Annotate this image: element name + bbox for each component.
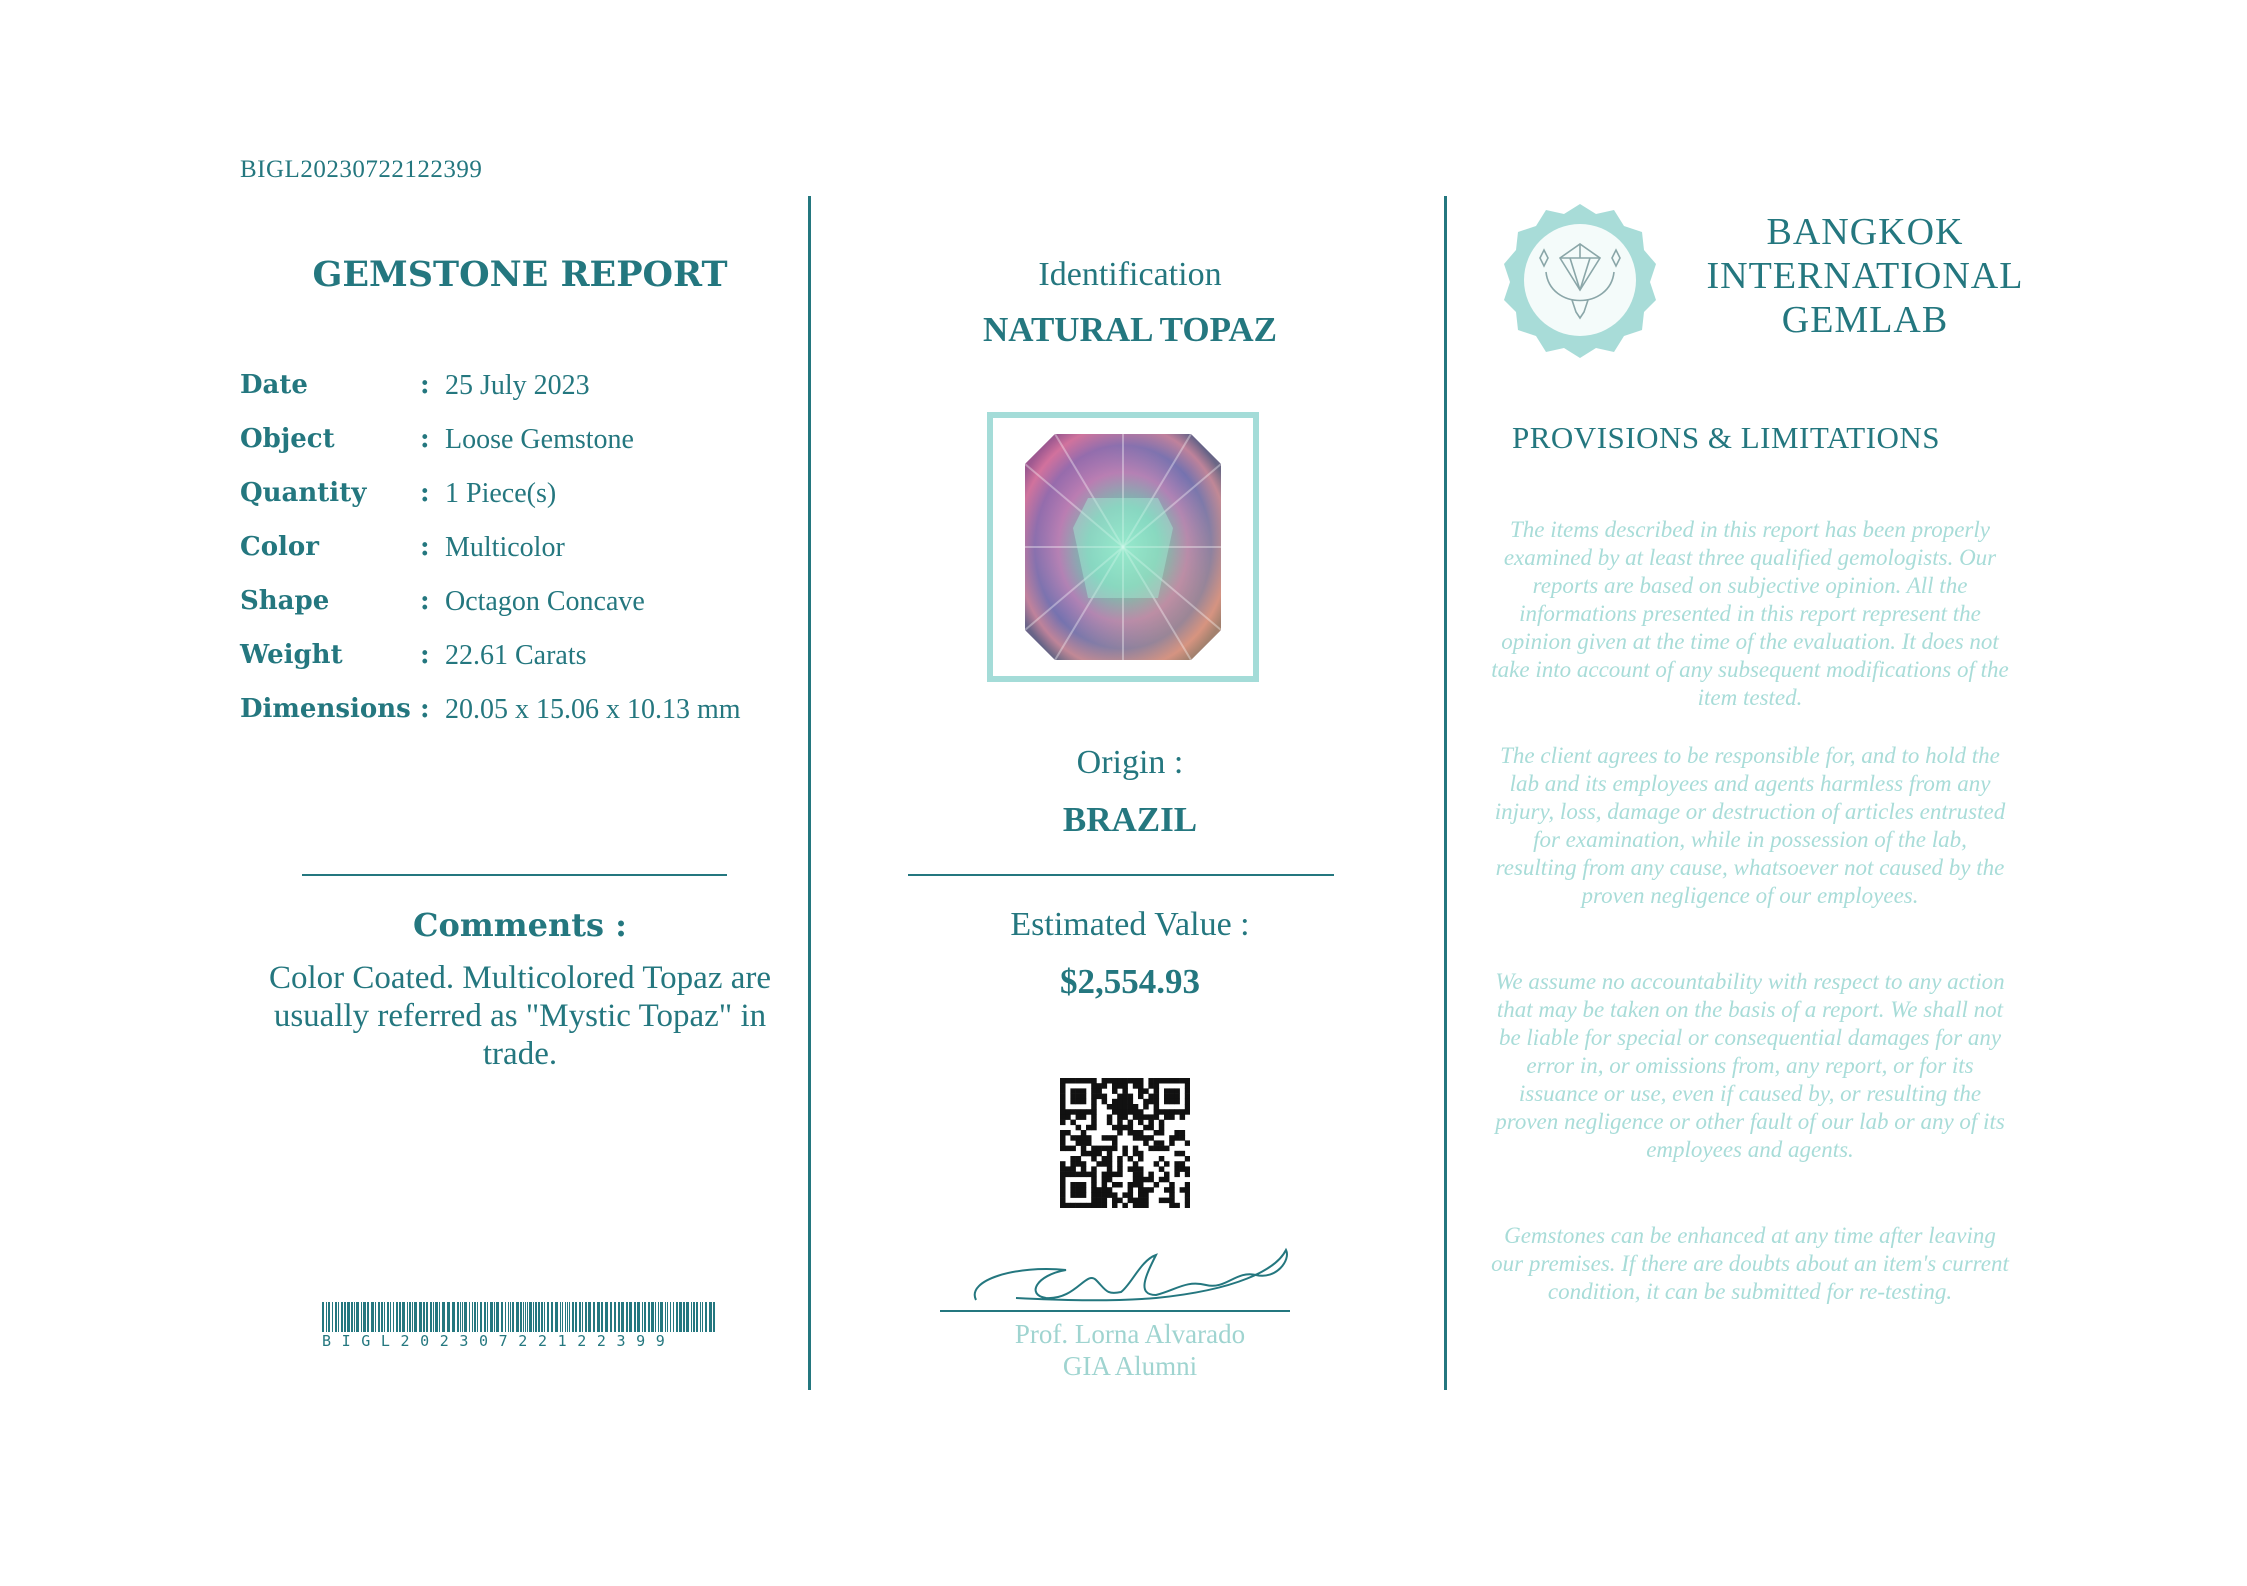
barcode-bar [621, 1302, 624, 1332]
barcode-bar [447, 1302, 450, 1332]
barcode-bar [683, 1302, 685, 1332]
detail-separator: : [420, 424, 430, 454]
divider-left [808, 196, 811, 1390]
identification-value: NATURAL TOPAZ [983, 310, 1277, 349]
barcode-bar [516, 1302, 519, 1332]
barcode-bar [610, 1302, 612, 1332]
provisions-paragraph: The client agrees to be responsible for, and to hold the lab and its employees and agents harmless from any injury, loss, damage or destruction of articles entrusted for examination, while in possession of the lab, resulting from any cause, whatsoever not caused by the proven negligence of our employees. [1494, 743, 2006, 908]
barcode-bar [605, 1302, 608, 1332]
barcode-bar [582, 1302, 583, 1332]
barcode-bar [469, 1302, 470, 1332]
barcode-bar [679, 1302, 682, 1332]
identification-label: Identification [1038, 256, 1222, 293]
barcode-bar [384, 1302, 385, 1332]
barcode-bar [648, 1302, 650, 1332]
detail-value: 25 July 2023 [445, 370, 590, 401]
signer-credential: GIA Alumni [1062, 1351, 1198, 1381]
provisions-title: PROVISIONS & LIMITATIONS [1512, 420, 1941, 455]
barcode-bar [390, 1302, 391, 1332]
detail-value: 22.61 Carats [445, 640, 587, 671]
barcode-bar [452, 1302, 455, 1332]
barcode-bar [335, 1302, 337, 1332]
barcode-bar [423, 1302, 425, 1332]
barcode-bar [686, 1302, 689, 1332]
barcode-bar [378, 1302, 380, 1332]
barcode-bar [414, 1302, 417, 1332]
comments-divider [302, 874, 727, 876]
barcode-bar [387, 1302, 389, 1332]
barcode-text: BIGL20230722122399 [322, 1332, 676, 1350]
detail-label: Dimensions [240, 694, 411, 724]
barcode-bar [544, 1302, 545, 1332]
barcode-bar [709, 1302, 712, 1332]
gemstone-photo-frame [987, 412, 1259, 682]
barcode-bar [487, 1302, 488, 1332]
barcode-bar [407, 1302, 408, 1332]
barcode-bar [520, 1302, 522, 1332]
barcode-bar [634, 1302, 636, 1332]
estimated-value-label: Estimated Value : [1010, 906, 1250, 943]
barcode-bar [555, 1302, 558, 1332]
barcode-bar [665, 1302, 666, 1332]
detail-row-weight [240, 640, 800, 680]
barcode-bar [322, 1302, 324, 1332]
detail-label: Shape [240, 586, 330, 616]
signature-line [940, 1310, 1290, 1312]
barcode-bar [480, 1302, 482, 1332]
barcode-bar [562, 1302, 563, 1332]
barcode-bar [693, 1302, 695, 1332]
detail-label: Object [240, 424, 335, 454]
detail-label: Quantity [240, 478, 367, 508]
report-title: GEMSTONE REPORT [312, 254, 728, 295]
barcode-bar [691, 1302, 692, 1332]
barcode-bar [419, 1302, 422, 1332]
detail-separator: : [420, 586, 430, 616]
barcode-bar [430, 1302, 432, 1332]
barcode-bar [375, 1302, 376, 1332]
barcode-bar [472, 1302, 473, 1332]
barcode-bar [658, 1302, 659, 1332]
barcode-bar [588, 1302, 591, 1332]
barcode-bar [655, 1302, 656, 1332]
report-number: BIGL20230722122399 [240, 156, 483, 183]
detail-value: Octagon Concave [445, 586, 645, 617]
barcode-bar [700, 1302, 701, 1332]
barcode-bar [644, 1302, 646, 1332]
barcode-bar [637, 1302, 640, 1332]
divider-right [1444, 196, 1447, 1390]
estimated-value-amount: $2,554.93 [1060, 962, 1200, 1001]
detail-value: 20.05 x 15.06 x 10.13 mm [445, 694, 741, 725]
detail-row-object [240, 424, 800, 464]
detail-value: Loose Gemstone [445, 424, 634, 455]
barcode-bar [579, 1302, 581, 1332]
barcode-bar [572, 1302, 574, 1332]
barcode-bar [569, 1302, 570, 1332]
detail-value: Multicolor [445, 532, 565, 563]
barcode-bar [629, 1302, 632, 1332]
barcode-bar [705, 1302, 707, 1332]
barcode-bar [618, 1302, 620, 1332]
barcode-bar [439, 1302, 440, 1332]
detail-separator: : [420, 532, 430, 562]
barcode-bar [477, 1302, 478, 1332]
detail-row-color [240, 532, 800, 572]
barcode-bar [351, 1302, 353, 1332]
detail-row-dimensions [240, 694, 800, 734]
barcode-bar [525, 1302, 526, 1332]
barcode-bar [460, 1302, 461, 1332]
barcode-bar [381, 1302, 383, 1332]
barcode-bar [462, 1302, 463, 1332]
barcode-bar [393, 1302, 394, 1332]
detail-separator: : [420, 370, 430, 400]
barcode-bar [435, 1302, 438, 1332]
barcode-bar [523, 1302, 524, 1332]
barcode-bar [363, 1302, 366, 1332]
detail-separator: : [420, 640, 430, 670]
barcode-bar [508, 1302, 509, 1332]
barcode-bar [399, 1302, 401, 1332]
barcode-bar [494, 1302, 495, 1332]
barcode-bar [560, 1302, 561, 1332]
barcode-bar [396, 1302, 398, 1332]
barcode-bar [651, 1302, 654, 1332]
barcode-bar [347, 1302, 350, 1332]
barcode-bar [529, 1302, 532, 1332]
detail-label: Color [240, 532, 319, 562]
barcode-bar [626, 1302, 628, 1332]
barcode-bar [512, 1302, 514, 1332]
signature-image [956, 1240, 1296, 1310]
qr-code-icon [1060, 1078, 1190, 1208]
comments-text: Color Coated. Multicolored Topaz are usually referred as "Mystic Topaz" in trade. [268, 960, 772, 1072]
barcode-bar [328, 1302, 330, 1332]
barcode-bar [354, 1302, 355, 1332]
barcode-bar [565, 1302, 566, 1332]
barcode-bar [367, 1302, 369, 1332]
barcode-bar [614, 1302, 616, 1332]
detail-value: 1 Piece(s) [445, 478, 557, 509]
barcode-bar [505, 1302, 506, 1332]
barcode-bar [341, 1302, 343, 1332]
detail-separator: : [420, 478, 430, 508]
barcode-bar [402, 1302, 405, 1332]
gem-seal-icon [1500, 200, 1660, 360]
barcode-bar [696, 1302, 698, 1332]
provisions-paragraph: We assume no accountability with respect to any action that may be taken on the basis of a report. We shall not be liable for special or consequential damages for any error in, or omissions from, any report, or for its issuance or use, even if caused by, or resulting the proven negligence or other fault of our lab or any of its employees and agents. [1495, 969, 2005, 1162]
barcode-bar [442, 1302, 445, 1332]
barcode-bar [338, 1302, 339, 1332]
barcode-bar [496, 1302, 499, 1332]
barcode-bar [538, 1302, 540, 1332]
barcode-bar [426, 1302, 428, 1332]
value-divider [908, 874, 1334, 876]
barcode-bar [660, 1302, 663, 1332]
origin-label: Origin : [1076, 744, 1184, 781]
barcode-bar [371, 1302, 374, 1332]
gemstone-photo [993, 418, 1253, 676]
barcode-bar [344, 1302, 346, 1332]
signer-name: Prof. Lorna Alvarado [1014, 1319, 1246, 1349]
barcode-bar [490, 1302, 493, 1332]
barcode-bar [484, 1302, 486, 1332]
barcode-bar [593, 1302, 595, 1332]
barcode-bar [326, 1302, 327, 1332]
barcode-bar [567, 1302, 568, 1332]
lab-name-line: GEMLAB [1781, 299, 1949, 341]
barcode-bar [597, 1302, 600, 1332]
barcode-icon [322, 1302, 718, 1332]
detail-label: Date [240, 370, 308, 400]
origin-value: BRAZIL [1062, 800, 1198, 839]
lab-name-line: INTERNATIONAL [1706, 255, 2024, 297]
lab-name [1690, 210, 2040, 342]
barcode-bar [533, 1302, 534, 1332]
barcode-bar [433, 1302, 434, 1332]
barcode-bar [474, 1302, 476, 1332]
barcode-bar [457, 1302, 459, 1332]
barcode-bar [601, 1302, 603, 1332]
barcode-bar [501, 1302, 503, 1332]
barcode-bar [713, 1302, 715, 1332]
signer-block [880, 1318, 1380, 1382]
detail-label: Weight [240, 640, 343, 670]
detail-row-quantity [240, 478, 800, 518]
barcode-bar [535, 1302, 537, 1332]
barcode-bar [332, 1302, 333, 1332]
barcode-bar [673, 1302, 674, 1332]
barcode-bar [575, 1302, 577, 1332]
provisions-paragraph: The items described in this report has been properly examined by at least three qualified gemologists. Our reports are based on subjective opinion. All the informations presented in this report represent the opinion given at the time of the evaluation. It does not take into account of any subsequent modifications of the item tested. [1491, 517, 2009, 710]
lab-name-line: BANGKOK [1766, 211, 1964, 253]
barcode-bar [409, 1302, 411, 1332]
barcode-bar [412, 1302, 413, 1332]
provisions-paragraph: Gemstones can be enhanced at any time after leaving our premises. If there are doubts about an item's current condition, it can be submitted for re-testing. [1491, 1223, 2009, 1304]
barcode-bar [702, 1302, 703, 1332]
barcode-bar [585, 1302, 587, 1332]
detail-separator: : [420, 694, 430, 724]
barcode-bar [642, 1302, 643, 1332]
barcode-bar [527, 1302, 528, 1332]
barcode-bar [361, 1302, 362, 1332]
barcode-bar [356, 1302, 359, 1332]
barcode-bar [547, 1302, 549, 1332]
barcode-bar [510, 1302, 511, 1332]
barcode-bar [541, 1302, 543, 1332]
comments-title: Comments : [413, 906, 627, 944]
barcode-bar [676, 1302, 678, 1332]
detail-row-shape [240, 586, 800, 626]
detail-row-date [240, 370, 800, 410]
barcode-bar [670, 1302, 671, 1332]
barcode-bar [551, 1302, 553, 1332]
barcode-bar [464, 1302, 467, 1332]
barcode-bar [667, 1302, 668, 1332]
